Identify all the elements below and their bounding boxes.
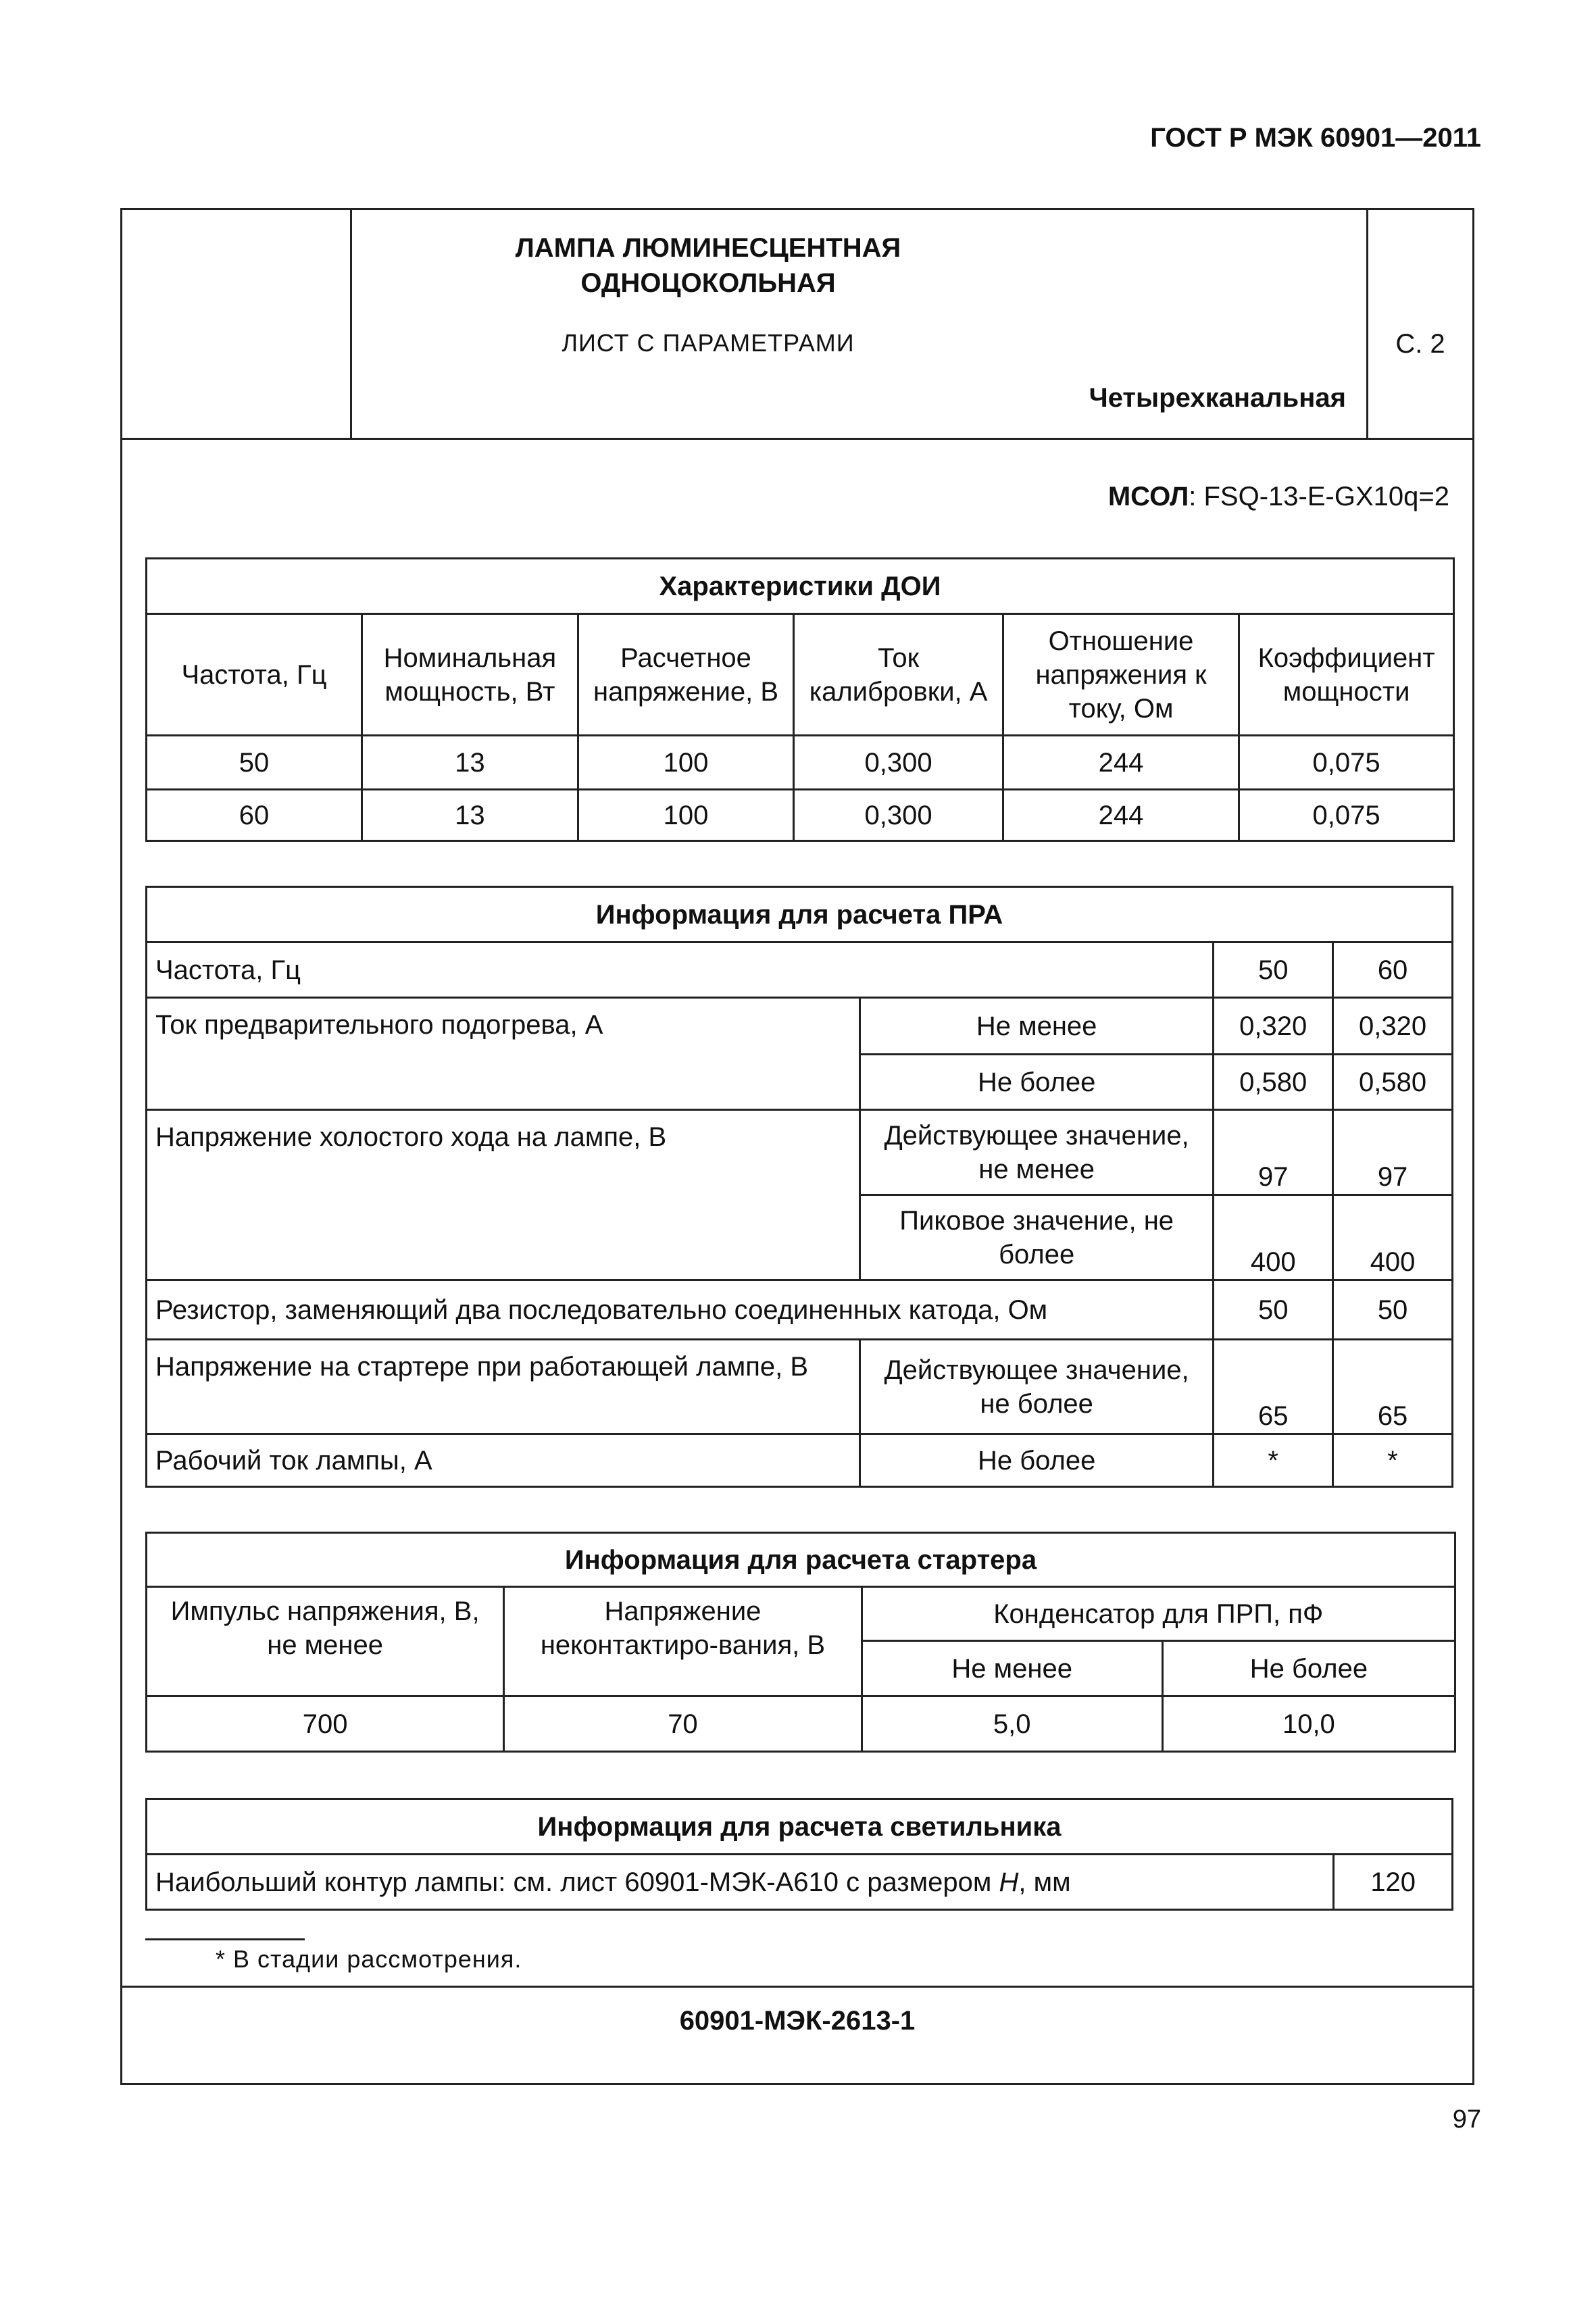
table-row: [147, 1696, 1455, 1752]
table-row: [147, 1280, 1453, 1340]
pra-preheat-label: Ток предварительного подогрева, А: [147, 998, 860, 1110]
sheet-code: 60901-МЭК-2613-1: [679, 2006, 916, 2036]
table-row: [147, 998, 1453, 1055]
msol-label: МСОЛ: [1107, 482, 1189, 511]
table-cell: 0,075: [1239, 790, 1454, 841]
doi-header-calibration-current: Ток калибровки, А: [794, 614, 1003, 736]
starter-header-capacitor-min: Не менее: [862, 1641, 1162, 1696]
pra-table-title: Информация для расчета ПРА: [147, 887, 1453, 942]
table-cell: 97: [1214, 1110, 1333, 1195]
table-cell: 50: [1214, 942, 1333, 998]
table-cell: 60: [1333, 942, 1453, 998]
pra-starter-voltage-sub: Действующее значение, не более: [859, 1340, 1213, 1434]
page-number: 97: [1452, 2105, 1481, 2134]
pra-operating-current-sub: Не более: [859, 1434, 1213, 1487]
table-cell: 50: [147, 736, 362, 790]
pra-ocv-label: Напряжение холостого хода на лампе, В: [147, 1110, 860, 1280]
table-cell: 400: [1214, 1195, 1333, 1280]
table-cell: 65: [1214, 1340, 1333, 1434]
table-cell: 244: [1003, 790, 1239, 841]
table-row: [147, 1855, 1453, 1910]
title-block-right-cell: [1368, 210, 1472, 438]
table-row: [147, 1340, 1453, 1434]
pra-preheat-max-label: Не более: [859, 1055, 1213, 1110]
table-cell: 13: [362, 790, 578, 841]
table-cell: 700: [147, 1696, 504, 1752]
sheet-title: [352, 230, 1064, 301]
table-cell: 0,320: [1333, 998, 1453, 1055]
doi-header-power: Номинальная мощность, Вт: [362, 614, 578, 736]
title-block-left-cell: [122, 210, 352, 438]
table-cell: 0,320: [1214, 998, 1333, 1055]
msol-designation: [1108, 482, 1449, 512]
table-cell: 0,075: [1239, 736, 1454, 790]
table-cell: 5,0: [862, 1696, 1162, 1752]
luminaire-contour-suffix: , мм: [1018, 1867, 1071, 1897]
pra-ocv-peak-label: Пиковое значение, не более: [859, 1195, 1213, 1280]
parameter-sheet-frame: [120, 208, 1474, 2085]
msol-value: : FSQ-13-E-GX10q=2: [1189, 482, 1449, 511]
pra-operating-current-label: Рабочий ток лампы, А: [147, 1434, 860, 1487]
doi-table-title: Характеристики ДОИ: [147, 559, 1454, 614]
table-cell: 0,300: [794, 790, 1003, 841]
table-cell: 400: [1333, 1195, 1453, 1280]
starter-header-capacitor: Конденсатор для ПРП, пФ: [862, 1587, 1455, 1641]
table-cell: 0,300: [794, 736, 1003, 790]
table-cell: 97: [1333, 1110, 1453, 1195]
title-line-1: ЛАМПА ЛЮМИНЕСЦЕНТНАЯ: [515, 233, 901, 263]
title-line-2: ОДНОЦОКОЛЬНАЯ: [580, 268, 836, 298]
table-cell: 70: [504, 1696, 862, 1752]
luminaire-contour-variable: H: [999, 1867, 1019, 1897]
table-row: [147, 1434, 1453, 1487]
starter-table-title: Информация для расчета стартера: [147, 1533, 1455, 1587]
title-block: [122, 210, 1472, 440]
starter-table: [145, 1532, 1456, 1753]
starter-header-nonconduct: Напряжение неконтактиро-вания, В: [504, 1587, 862, 1696]
doi-header-power-factor: Коэффициент мощности: [1239, 614, 1454, 736]
table-cell: 50: [1214, 1280, 1333, 1340]
luminaire-table-title: Информация для расчета светильника: [147, 1799, 1453, 1855]
table-cell: 50: [1333, 1280, 1453, 1340]
pra-starter-voltage-label: Напряжение на стартере при работающей лампе, В: [147, 1340, 860, 1434]
pra-resistor-label: Резистор, заменяющий два последовательно соединенных катода, Ом: [147, 1280, 1214, 1340]
starter-header-pulse: Импульс напряжения, В, не менее: [147, 1587, 504, 1696]
table-cell: *: [1214, 1434, 1333, 1487]
pra-table: [145, 886, 1453, 1488]
doi-header-frequency: Частота, Гц: [147, 614, 362, 736]
title-block-center-cell: [352, 210, 1368, 438]
pra-ocv-rms-label: Действующее значение, не менее: [859, 1110, 1213, 1195]
table-row: [147, 736, 1454, 790]
sheet-page-label: С. 2: [1395, 329, 1445, 359]
table-cell: 120: [1334, 1855, 1453, 1910]
table-cell: 10,0: [1162, 1696, 1455, 1752]
table-cell: 100: [578, 736, 794, 790]
luminaire-contour-label: [147, 1855, 1334, 1910]
luminaire-contour-prefix: Наибольший контур лампы: см. лист 60901-МЭК-А610 с размером: [155, 1867, 999, 1897]
table-cell: 0,580: [1333, 1055, 1453, 1110]
pra-preheat-min-label: Не менее: [859, 998, 1213, 1055]
table-cell: 244: [1003, 736, 1239, 790]
doi-table: [145, 557, 1455, 842]
luminaire-table: [145, 1798, 1453, 1911]
standard-number: ГОСТ Р МЭК 60901—2011: [1150, 123, 1481, 153]
table-cell: 13: [362, 736, 578, 790]
table-cell: 100: [578, 790, 794, 841]
table-row: [147, 942, 1453, 998]
sheet-label: ЛИСТ С ПАРАМЕТРАМИ: [562, 329, 855, 357]
footnote-divider: [145, 1938, 305, 1940]
table-row: [147, 1110, 1453, 1195]
footer-divider: [122, 1986, 1472, 1988]
sheet-subtitle: Четырехканальная: [1089, 383, 1346, 413]
table-cell: *: [1333, 1434, 1453, 1487]
table-cell: 65: [1333, 1340, 1453, 1434]
starter-header-capacitor-max: Не более: [1162, 1641, 1455, 1696]
footnote: * В стадии рассмотрения.: [216, 1945, 522, 1973]
table-cell: 0,580: [1214, 1055, 1333, 1110]
pra-frequency-label: Частота, Гц: [147, 942, 1214, 998]
table-cell: 60: [147, 790, 362, 841]
table-row: [147, 790, 1454, 841]
doi-header-ratio: Отношение напряжения к току, Ом: [1003, 614, 1239, 736]
doi-header-voltage: Расчетное напряжение, В: [578, 614, 794, 736]
